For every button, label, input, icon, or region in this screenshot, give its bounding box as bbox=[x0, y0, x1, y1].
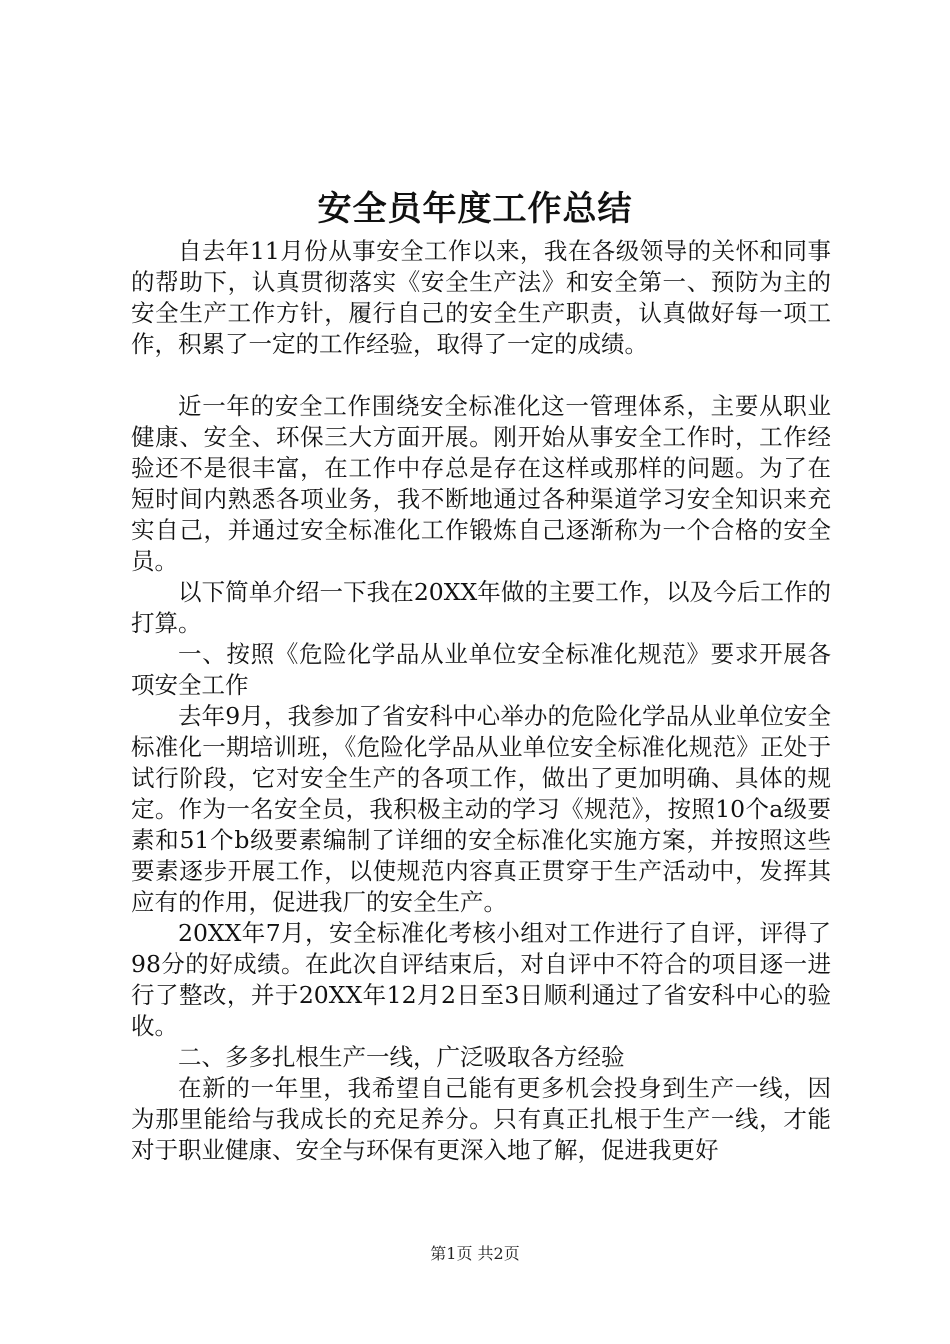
paragraph-intro: 自去年11月份从事安全工作以来，我在各级领导的关怀和同事的帮助下，认真贯彻落实《安全生产法》和安全第一、预防为主的安全生产工作方针，履行自己的安全生产职责，认真做好每一项工作，积累了一定的工作经验，取得了一定的成绩。 bbox=[131, 237, 831, 358]
section-heading-2: 二、多多扎根生产一线，广泛吸取各方经验 bbox=[178, 1043, 625, 1071]
paragraph-outline: 以下简单介绍一下我在20XX年做的主要工作，以及今后工作的打算。 bbox=[131, 578, 831, 637]
document-title: 安全员年度工作总结 bbox=[317, 189, 633, 229]
section-heading-1: 一、按照《危险化学品从业单位安全标准化规范》要求开展各项安全工作 bbox=[131, 640, 831, 699]
paragraph-training: 去年9月，我参加了省安科中心举办的危险化学品从业单位安全标准化一期培训班，《危险化学品从业单位安全标准化规范》正处于试行阶段，它对安全生产的各项工作，做出了更加明确、具体的规定。作为一名安全员，我积极主动的学习《规范》，按照10个a级要素和51个b级要素编制了详细的安全标准化实施方案，并按照这些要素逐步开展工作，以使规范内容真正贯穿于生产活动中，发挥其应有的作用，促进我厂的安全生产。 bbox=[131, 702, 831, 916]
paragraph-outlook: 在新的一年里，我希望自己能有更多机会投身到生产一线，因为那里能给与我成长的充足养分。只有真正扎根于生产一线，才能对于职业健康、安全与环保有更深入地了解，促进我更好 bbox=[131, 1074, 831, 1164]
paragraph-evaluation: 20XX年7月，安全标准化考核小组对工作进行了自评，评得了98分的好成绩。在此次自评结束后，对自评中不符合的项目逐一进行了整改，并于20XX年12月2日至3日顺利通过了省安科中心的验收。 bbox=[131, 919, 831, 1040]
document-body bbox=[131, 236, 831, 1166]
page-footer: 第1页 共2页 bbox=[430, 1244, 520, 1263]
paragraph-overview: 近一年的安全工作围绕安全标准化这一管理体系，主要从职业健康、安全、环保三大方面开展。刚开始从事安全工作时，工作经验还不是很丰富，在工作中存总是存在这样或那样的问题。为了在短时间内熟悉各项业务，我不断地通过各种渠道学习安全知识来充实自己，并通过安全标准化工作锻炼自己逐渐称为一个合格的安全员。 bbox=[131, 392, 831, 575]
